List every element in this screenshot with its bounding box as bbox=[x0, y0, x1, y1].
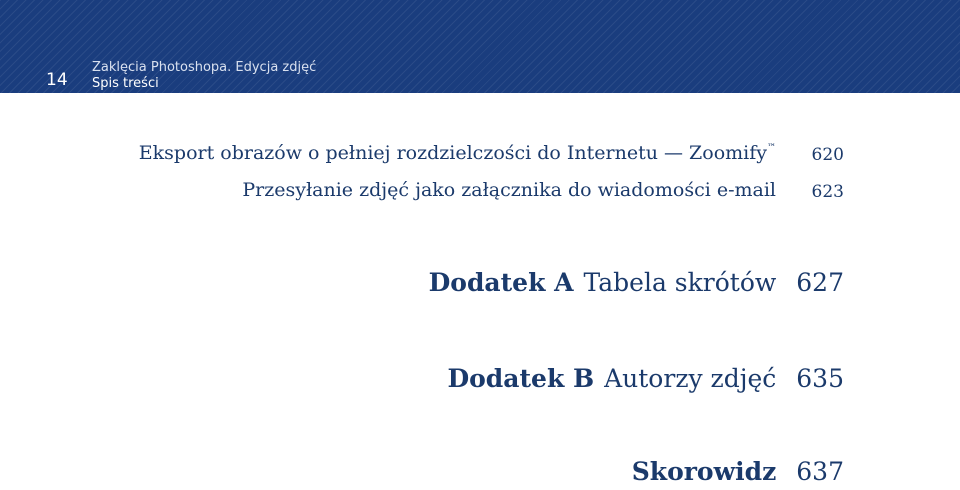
index-row bbox=[632, 457, 844, 486]
appendix-page: 635 bbox=[796, 364, 844, 393]
appendix-label: Dodatek A bbox=[428, 268, 574, 297]
index-label: Skorowidz bbox=[631, 457, 777, 486]
section-name: Spis treści bbox=[92, 76, 159, 91]
toc-entry-title: Przesyłanie zdjęć jako załącznika do wiadomości e-mail bbox=[242, 179, 776, 201]
page-number: 14 bbox=[46, 70, 68, 90]
toc-entry-page: 620 bbox=[811, 145, 844, 165]
toc-entry-title: Eksport obrazów o pełniej rozdzielczości do Internetu — Zoomify™ bbox=[138, 142, 776, 164]
page-header bbox=[0, 0, 960, 93]
index-page: 637 bbox=[796, 457, 844, 486]
appendix-row bbox=[429, 268, 844, 297]
trademark-sign: ™ bbox=[767, 143, 776, 153]
toc-entry-page: 623 bbox=[811, 182, 844, 202]
appendix-title: Autorzy zdjęć bbox=[604, 364, 777, 393]
book-title: Zaklęcia Photoshopa. Edycja zdjęć bbox=[92, 60, 317, 75]
appendix-label: Dodatek B bbox=[447, 364, 595, 393]
appendix-title: Tabela skrótów bbox=[583, 268, 777, 297]
appendix-page: 627 bbox=[796, 268, 844, 297]
appendix-row bbox=[447, 364, 844, 393]
